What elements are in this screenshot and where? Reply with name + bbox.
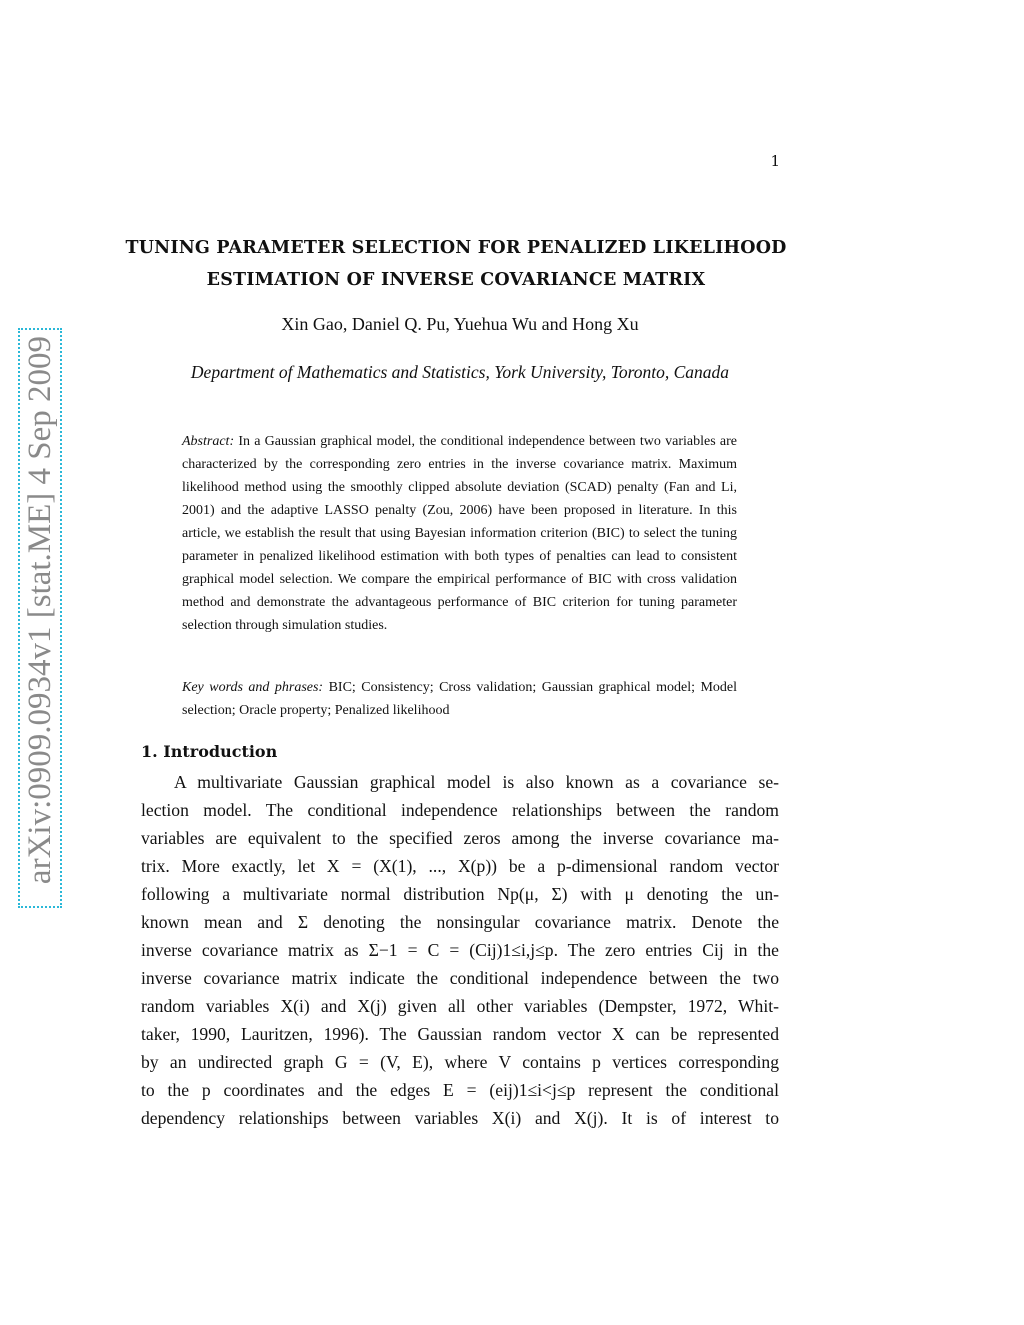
abstract-text: In a Gaussian graphical model, the conditional independence between two variables are characterized by the corresponding zero entries in the inverse covariance matrix. Maximum likelihood method using the smoothly clipped absolute deviation (SCAD) penalty (Fan and Li, 2001) and the adaptive LASSO penalty (Zou, 2006) have been proposed in literature. In this article, we establish the result that using Bayesian information criterion (BIC) to select the tuning parameter in penalized likelihood estimation with both types of penalties can lead to consistent graphical model selection. We compare the empirical performance of BIC with cross validation method and demonstrate the advantageous performance of BIC criterion for tuning parameter selection through simulation studies. [182,434,737,633]
title-line-1: TUNING PARAMETER SELECTION FOR PENALIZED LIKELIHOOD [125,238,787,258]
keywords [182,676,737,722]
body-line: lection model. The conditional independence relationships between the random [141,800,779,820]
arxiv-stamp-text[interactable]: arXiv:0909.0934v1 [stat.ME] 4 Sep 2009 [22,335,58,885]
keywords-label: Key words and phrases: [182,680,324,695]
section-heading: 1. Introduction [141,742,278,761]
body-line: by an undirected graph G = (V, E), where V contains p vertices corresponding [141,1052,779,1072]
body-line: trix. More exactly, let X = (X(1), ..., X(p)) be a p-dimensional random vector [141,856,779,876]
body-paragraph [141,768,779,1132]
authors: Xin Gao, Daniel Q. Pu, Yuehua Wu and Hong Xu [281,314,639,334]
abstract-label: Abstract: [182,434,235,449]
body-line: random variables X(i) and X(j) given all other variables (Dempster, 1972, Whit- [141,996,779,1016]
title-line-2: ESTIMATION OF INVERSE COVARIANCE MATRIX [206,270,706,290]
page-number: 1 [770,152,780,170]
body-line: inverse covariance matrix indicate the conditional independence between the two [141,968,779,988]
body-line: inverse covariance matrix as Σ−1 = C = (Cij)1≤i,j≤p. The zero entries Cij in the [141,940,779,960]
body-line: variables are equivalent to the specified zeros among the inverse covariance ma- [141,828,779,848]
body-line: dependency relationships between variables X(i) and X(j). It is of interest to [141,1108,779,1128]
body-line: A multivariate Gaussian graphical model is also known as a covariance se- [174,772,779,792]
body-line: known mean and Σ denoting the nonsingular covariance matrix. Denote the [141,912,779,932]
affiliation: Department of Mathematics and Statistics, York University, Toronto, Canada [190,362,730,382]
body-line: taker, 1990, Lauritzen, 1996). The Gaussian random vector X can be represented [141,1024,779,1044]
paper-title [80,232,832,296]
abstract [182,430,737,637]
keywords-text: BIC; Consistency; Cross validation; Gaussian graphical model; Model selection; Oracle property; Penalized likelihood [182,680,738,718]
body-line: following a multivariate normal distribution Np(μ, Σ) with μ denoting the un- [141,884,779,904]
body-line: to the p coordinates and the edges E = (eij)1≤i<j≤p represent the conditional [141,1080,779,1100]
